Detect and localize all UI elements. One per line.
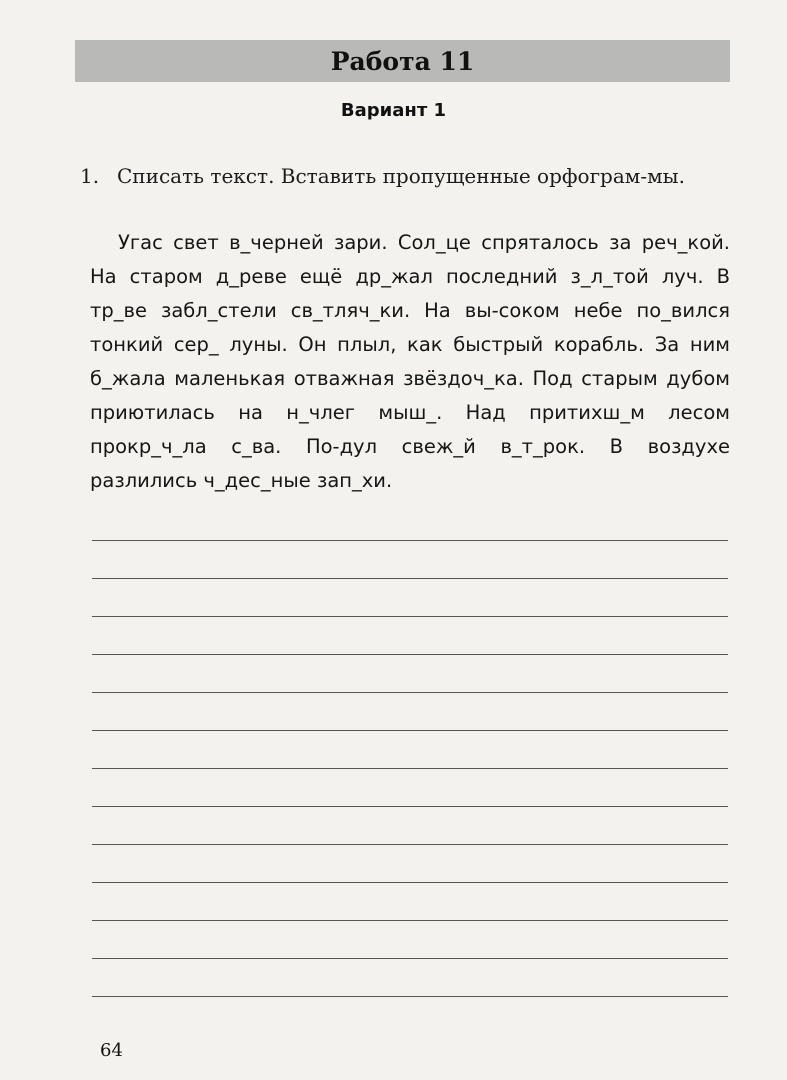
writing-line (92, 768, 728, 769)
writing-line (92, 616, 728, 617)
writing-line (92, 958, 728, 959)
writing-line (92, 920, 728, 921)
writing-line (92, 578, 728, 579)
writing-line (92, 806, 728, 807)
page-number: 64 (100, 1040, 123, 1061)
writing-line (92, 996, 728, 997)
writing-line (92, 882, 728, 883)
task-instruction (80, 160, 730, 192)
page-title: Работа 11 (330, 46, 475, 76)
writing-line (92, 540, 728, 541)
variant-heading: Вариант 1 (340, 100, 447, 121)
exercise-text: Угас свет в_черней зари. Сол_це спряталось за реч_кой. На старом д_реве ещё др_жал последний з_л_той луч. В тр_ве забл_стели св_тляч_ки. На вы-соком небе по_вился тонкий сер_ луны. Он плыл, как быстрый корабль. За ним б_жала маленькая отважная звёздоч_ка. Под старым дубом приютилась на н_члег мыш_. Над притихш_м лесом прокр_ч_ла с_ва. По-дул свеж_й в_т_рок. В воздухе разлились ч_дес_ные зап_хи. (90, 231, 730, 492)
writing-line (92, 654, 728, 655)
writing-line (92, 844, 728, 845)
writing-line (92, 692, 728, 693)
writing-line (92, 730, 728, 731)
title-bar (75, 40, 730, 82)
task-number: 1. (80, 164, 100, 188)
task-instruction-text: Списать текст. Вставить пропущенные орфограм-мы. (117, 164, 685, 188)
